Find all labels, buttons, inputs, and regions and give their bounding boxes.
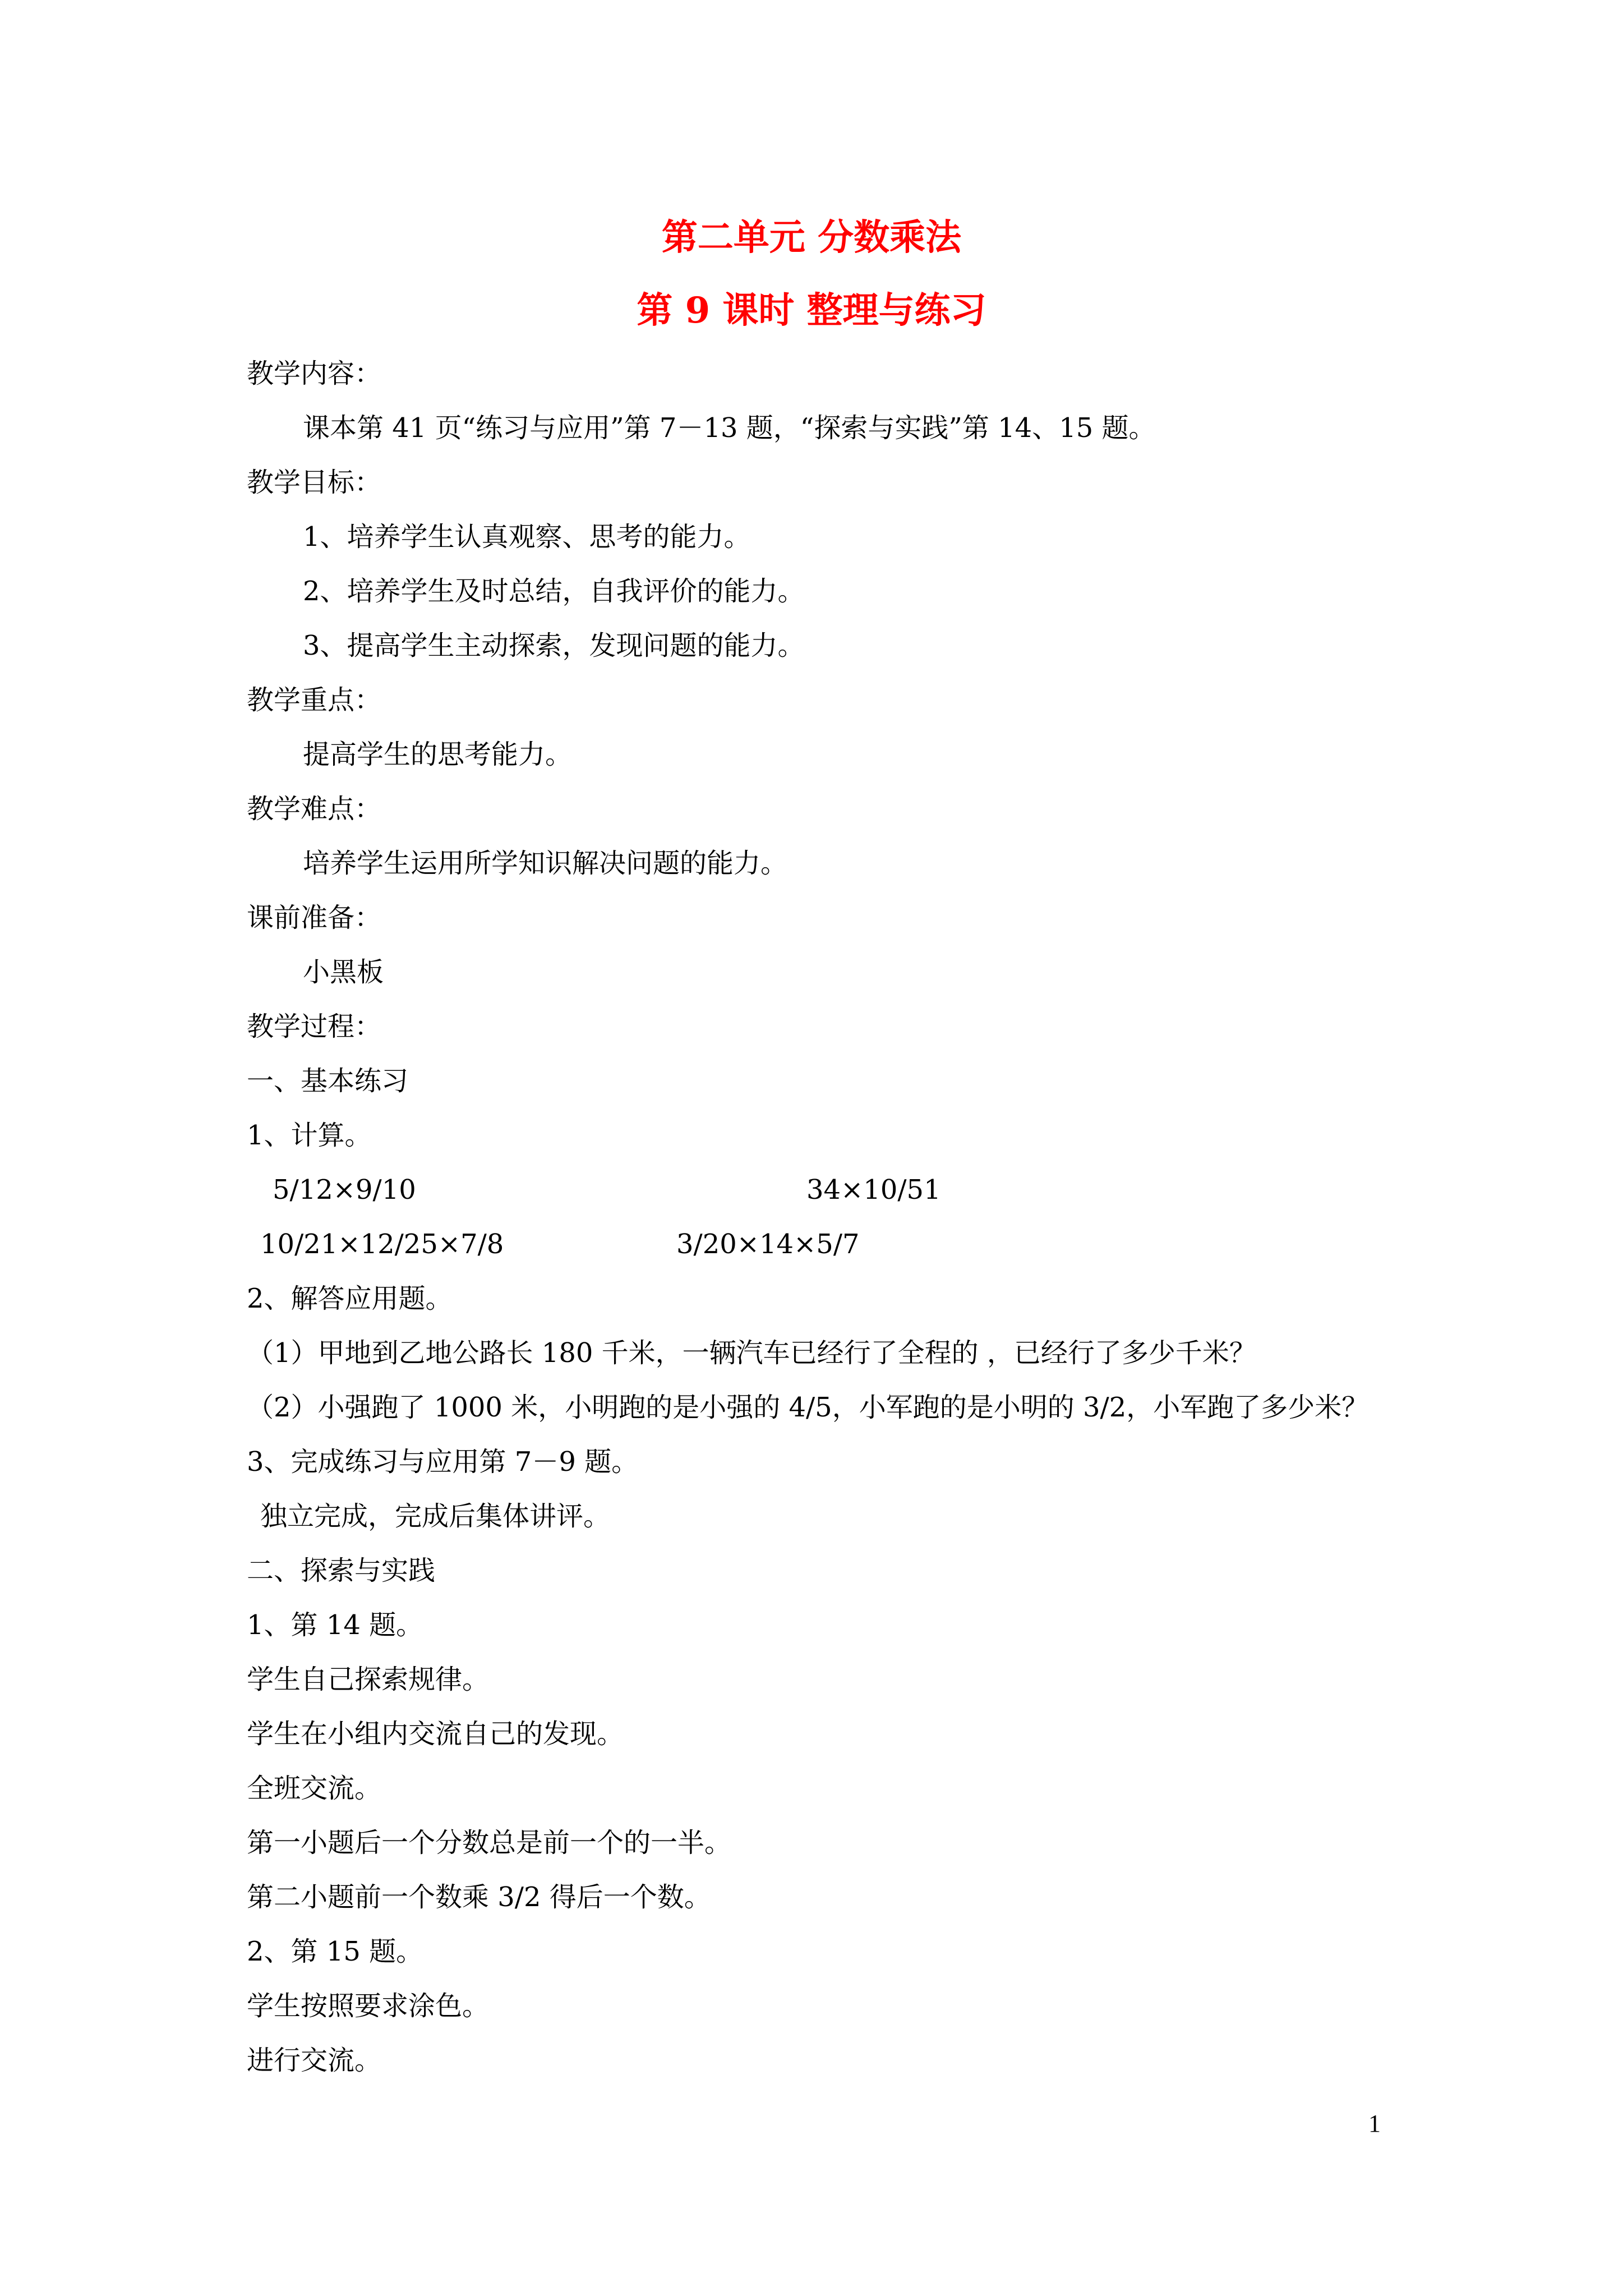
paragraph-line: 第二小题前一个数乘 3/2 得后一个数。 (247, 1881, 711, 1913)
calc-expression: 5/12×9/10 (273, 1174, 416, 1205)
process-label: 教学过程： (247, 1011, 382, 1042)
key-text: 提高学生的思考能力。 (303, 739, 573, 770)
content-label: 教学内容： (247, 358, 382, 389)
word-problem: （1）甲地到乙地公路长 180 千米，一辆汽车已经行了全程的 ，已经行了多少千米？ (247, 1337, 1256, 1369)
exercise-item: 3、完成练习与应用第 7－9 题。 (247, 1446, 639, 1478)
exercise-item: 2、解答应用题。 (247, 1283, 453, 1314)
difficulty-text: 培养学生运用所学知识解决问题的能力。 (303, 848, 788, 879)
goal-item: 2、培养学生及时总结，自我评价的能力。 (303, 576, 805, 607)
goal-item: 1、培养学生认真观察、思考的能力。 (303, 521, 751, 553)
goal-item: 3、提高学生主动探索，发现问题的能力。 (303, 630, 805, 661)
section1-heading: 一、基本练习 (247, 1065, 409, 1097)
paragraph-line: 第一小题后一个分数总是前一个的一半。 (247, 1827, 732, 1858)
paragraph-line: 学生在小组内交流自己的发现。 (247, 1718, 624, 1750)
paragraph-line: 进行交流。 (247, 2045, 382, 2076)
paragraph-line: 学生按照要求涂色。 (247, 1990, 490, 2022)
calc-expression: 3/20×14×5/7 (676, 1228, 860, 1260)
prep-text: 小黑板 (303, 956, 384, 988)
paragraph-line: 全班交流。 (247, 1773, 382, 1804)
exercise-item: 1、计算。 (247, 1120, 372, 1151)
lesson-title: 第 9 课时 整理与练习 (637, 289, 986, 332)
calc-expression: 34×10/51 (806, 1174, 941, 1205)
key-label: 教学重点： (247, 684, 382, 716)
page-number: 1 (1368, 2110, 1381, 2137)
goals-label: 教学目标： (247, 467, 382, 498)
paragraph-line: 学生自己探索规律。 (247, 1664, 490, 1695)
exercise-item: 1、第 14 题。 (247, 1609, 423, 1641)
unit-title: 第二单元 分数乘法 (661, 217, 962, 259)
word-problem: （2）小强跑了 1000 米，小明跑的是小强的 4/5，小军跑的是小明的 3/2，小军跑了多少米？ (247, 1392, 1369, 1423)
exercise-note: 独立完成，完成后集体讲评。 (260, 1501, 611, 1532)
section2-heading: 二、探索与实践 (247, 1555, 436, 1586)
content-text: 课本第 41 页“练习与应用”第 7－13 题，“探索与实践”第 14、15 题。 (303, 412, 1156, 444)
exercise-item: 2、第 15 题。 (247, 1936, 423, 1967)
calc-expression: 10/21×12/25×7/8 (260, 1228, 504, 1260)
prep-label: 课前准备： (247, 902, 382, 933)
difficulty-label: 教学难点： (247, 793, 382, 825)
